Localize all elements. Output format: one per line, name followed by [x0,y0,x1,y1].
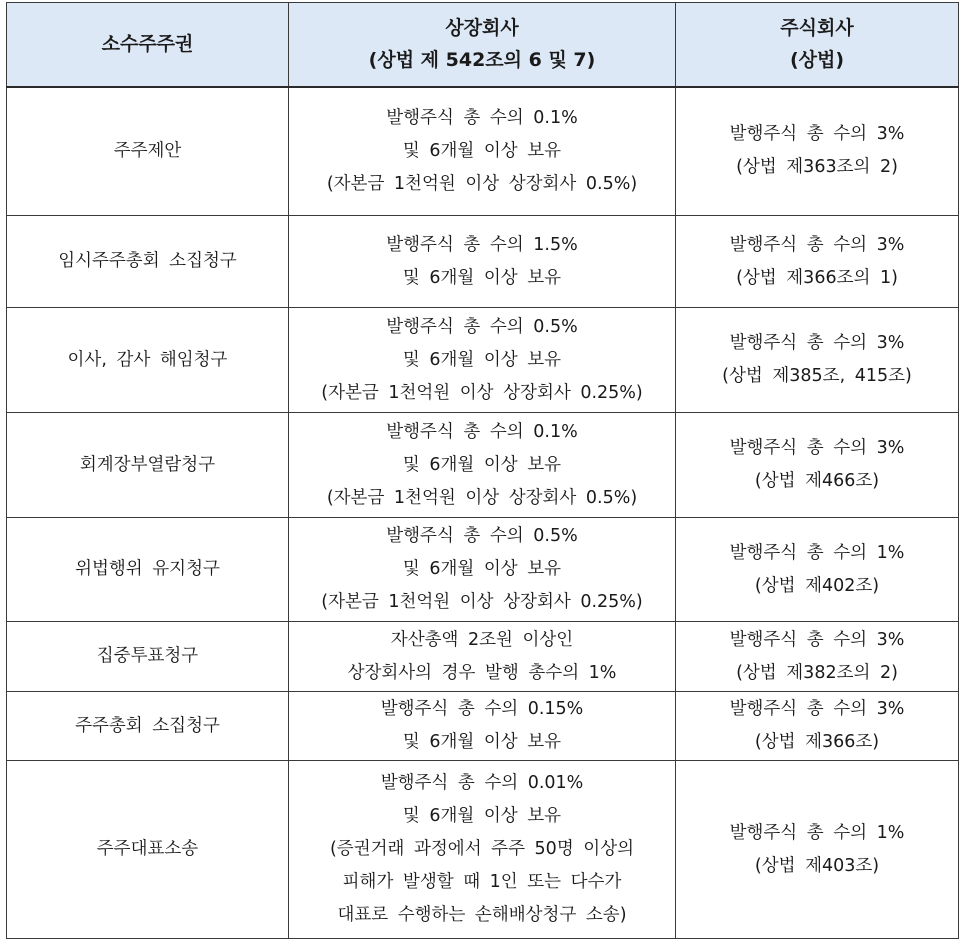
listed-requirement-line: 및 6개월 이상 보유 [402,349,562,370]
listed-requirement-line: 및 6개월 이상 보유 [402,806,562,826]
corp-requirement-line: 발행주식 총 수의 3% [729,234,905,255]
listed-requirement-line: 발행주식 총 수의 0.1% [386,421,578,442]
cell-corp-requirement [676,622,959,692]
table-header-row [7,3,959,87]
header-right-type-label: 소수주주권 [101,33,194,56]
right-name-text: 집중투표청구 [96,646,199,666]
corp-requirement-line: 발행주식 총 수의 3% [729,438,905,458]
cell-right-name [7,692,289,761]
listed-requirement-line: 및 6개월 이상 보유 [402,732,562,752]
corp-requirement-line: 발행주식 총 수의 3% [729,629,905,650]
cell-corp-requirement [676,87,959,216]
listed-requirement-line: 자산총액 2조원 이상인 [390,629,574,650]
cell-corp-requirement [676,308,959,413]
cell-right-name [7,308,289,413]
right-name-text: 임시주주총회 소집청구 [58,251,237,271]
listed-requirement-line: 피해가 발생할 때 1인 또는 다수가 [342,872,622,892]
corp-requirement-line: 발행주식 총 수의 3% [729,124,905,145]
right-name-text: 주주총회 소집청구 [75,715,220,736]
header-stock-company-title: 주식회사 [780,17,854,40]
cell-listed-requirement [289,216,676,308]
cell-corp-requirement [676,216,959,308]
cell-right-name [7,518,289,622]
table-row [7,518,959,622]
cell-corp-requirement [676,518,959,622]
cell-listed-requirement [289,413,676,518]
listed-requirement-line: (자본금 1천억원 이상 상장회사 0.25%) [321,382,643,403]
listed-requirement-line: 및 6개월 이상 보유 [402,267,562,288]
cell-listed-requirement [289,622,676,692]
cell-listed-requirement [289,692,676,761]
cell-right-name [7,761,289,939]
listed-requirement-line: 발행주식 총 수의 0.01% [380,773,584,793]
cell-corp-requirement [676,413,959,518]
cell-corp-requirement [676,761,959,939]
listed-requirement-line: 및 6개월 이상 보유 [402,140,562,161]
minority-shareholder-rights-table-container [6,2,959,939]
table-row [7,622,959,692]
cell-right-name [7,622,289,692]
cell-listed-requirement [289,308,676,413]
corp-requirement-line: 발행주식 총 수의 3% [729,333,905,353]
header-listed-company-law: (상법 제 542조의 6 및 7) [368,49,596,72]
listed-requirement-line: (증권거래 과정에서 주주 50명 이상의 [329,839,634,859]
cell-corp-requirement [676,692,959,761]
corp-requirement-line: (상법 제385조, 415조) [722,366,912,386]
table-row [7,308,959,413]
listed-requirement-line: 발행주식 총 수의 0.15% [380,699,584,719]
corp-requirement-line: (상법 제403조) [754,855,880,876]
listed-requirement-line: (자본금 1천억원 이상 상장회사 0.5%) [326,173,638,194]
cell-right-name [7,413,289,518]
table-row [7,216,959,308]
listed-requirement-line: 및 6개월 이상 보유 [402,454,562,475]
cell-listed-requirement [289,87,676,216]
corp-requirement-line: 발행주식 총 수의 1% [729,822,905,843]
listed-requirement-line: 발행주식 총 수의 0.1% [386,107,578,128]
cell-right-name [7,216,289,308]
cell-listed-requirement [289,761,676,939]
listed-requirement-line: 발행주식 총 수의 1.5% [386,234,578,255]
header-right-type [7,3,289,87]
right-name-text: 주주제안 [113,140,182,161]
corp-requirement-line: (상법 제466조) [754,471,880,491]
corp-requirement-line: 발행주식 총 수의 3% [729,699,905,719]
table-row [7,87,959,216]
table-row [7,761,959,939]
header-listed-company-title: 상장회사 [445,17,519,40]
table-row [7,692,959,761]
right-name-text: 주주대표소송 [96,839,199,859]
listed-requirement-line: 발행주식 총 수의 0.5% [386,526,578,546]
corp-requirement-line: (상법 제382조의 2) [736,662,898,683]
corp-requirement-line: (상법 제363조의 2) [736,157,898,178]
corp-requirement-line: (상법 제402조) [754,575,880,596]
corp-requirement-line: (상법 제366조의 1) [736,267,898,288]
right-name-text: 위법행위 유지청구 [75,559,220,579]
listed-requirement-line: 발행주식 총 수의 0.5% [386,316,578,337]
header-stock-company [676,3,959,87]
table-row [7,413,959,518]
minority-shareholder-rights-table [6,2,959,939]
listed-requirement-line: (자본금 1천억원 이상 상장회사 0.5%) [326,487,638,508]
listed-requirement-line: 대표로 수행하는 손해배상청구 소송) [337,905,627,925]
cell-right-name [7,87,289,216]
right-name-text: 이사, 감사 해임청구 [67,349,228,370]
cell-listed-requirement [289,518,676,622]
listed-requirement-line: 상장회사의 경우 발행 총수의 1% [347,662,617,683]
header-stock-company-law: (상법) [789,49,845,72]
corp-requirement-line: 발행주식 총 수의 1% [729,542,905,563]
listed-requirement-line: (자본금 1천억원 이상 상장회사 0.25%) [321,592,643,612]
listed-requirement-line: 및 6개월 이상 보유 [402,559,562,579]
header-listed-company [289,3,676,87]
corp-requirement-line: (상법 제366조) [754,732,880,752]
right-name-text: 회계장부열람청구 [79,454,216,475]
